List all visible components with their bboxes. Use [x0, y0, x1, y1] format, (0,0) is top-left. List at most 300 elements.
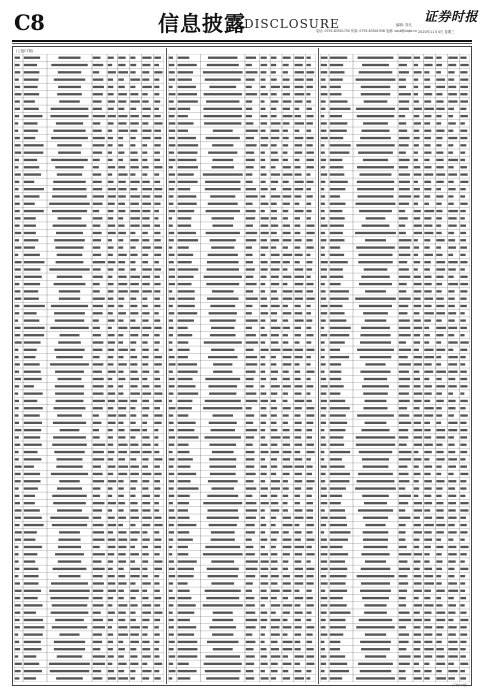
table-cell-text — [178, 363, 197, 365]
table-cell-text — [424, 159, 429, 161]
table-cell-text — [142, 181, 149, 183]
table-cell-text — [283, 633, 288, 635]
table-cell-text — [169, 655, 175, 657]
table-cell-text — [399, 57, 412, 59]
table-cell-text — [154, 283, 160, 285]
table-cell-text — [154, 210, 159, 212]
table-cell-text — [283, 108, 290, 110]
table-cell-text — [24, 334, 44, 336]
table-cell-text — [306, 575, 313, 577]
table-cell-text — [118, 414, 126, 416]
table-cell-text — [169, 115, 175, 117]
table-cell-text — [130, 407, 135, 409]
table-cell-text — [169, 451, 173, 453]
table-cell-text — [118, 122, 126, 124]
table-cell-text — [108, 502, 116, 504]
table-cell-text — [306, 626, 314, 628]
table-cell-text — [436, 568, 442, 570]
table-cell-text — [210, 319, 236, 321]
table-cell-text — [295, 655, 304, 657]
table-cell-text — [295, 188, 304, 190]
table-cell-text — [108, 385, 113, 387]
table-cell-text — [56, 465, 82, 467]
table-cell-text — [460, 327, 467, 329]
table-cell-text — [306, 268, 312, 270]
table-cell-text — [24, 663, 39, 665]
table-cell-text — [399, 539, 406, 541]
table-cell-text — [261, 283, 266, 285]
continued-to-label: (下转C9版) — [452, 683, 468, 687]
table-cell-text — [178, 203, 197, 205]
table-cell-text — [261, 276, 267, 278]
table-cell-text — [24, 210, 44, 212]
table-cell-text — [414, 305, 421, 307]
table-cell-text — [93, 173, 101, 175]
table-cell-text — [24, 64, 37, 66]
table-cell-text — [283, 392, 288, 394]
table-cell-text — [330, 400, 345, 402]
table-cell-text — [424, 524, 434, 526]
table-cell-text — [414, 159, 418, 161]
table-cell-text — [246, 560, 258, 562]
table-cell-text — [460, 144, 466, 146]
table-cell-text — [209, 312, 237, 314]
table-column-1-grid — [14, 54, 164, 682]
table-cell-text — [93, 276, 103, 278]
table-cell-text — [154, 429, 158, 431]
table-cell-text — [205, 188, 241, 190]
table-cell-text — [460, 502, 468, 504]
table-cell-text — [361, 648, 390, 650]
table-cell-text — [330, 509, 345, 511]
table-cell-text — [142, 371, 149, 373]
table-cell-text — [271, 305, 280, 307]
table-cell-text — [24, 400, 37, 402]
table-cell-text — [399, 604, 406, 606]
table-cell-text — [399, 64, 407, 66]
table-cell-text — [59, 480, 79, 482]
table-cell-text — [130, 495, 135, 497]
table-cell-text — [261, 195, 266, 197]
table-cell-text — [246, 582, 253, 584]
table-cell-text — [330, 239, 345, 241]
table-cell-text — [330, 473, 350, 475]
table-cell-text — [261, 356, 266, 358]
table-cell-text — [142, 495, 150, 497]
table-cell-text — [330, 64, 343, 66]
table-cell-text — [399, 568, 410, 570]
table-cell-text — [448, 575, 454, 577]
table-cell-text — [330, 283, 341, 285]
table-cell-text — [330, 115, 342, 117]
table-cell-text — [283, 612, 290, 614]
table-cell-text — [321, 371, 325, 373]
table-cell-text — [424, 246, 429, 248]
table-cell-text — [414, 436, 422, 438]
table-cell-text — [414, 524, 421, 526]
table-cell-text — [261, 188, 268, 190]
table-cell-text — [93, 414, 99, 416]
table-cell-text — [283, 597, 288, 599]
table-cell-text — [295, 407, 302, 409]
table-cell-text — [142, 648, 150, 650]
table-cell-text — [154, 356, 162, 358]
table-cell-text — [271, 356, 276, 358]
table-cell-text — [261, 626, 267, 628]
table-cell-text — [330, 436, 344, 438]
table-cell-text — [24, 93, 39, 95]
table-cell-text — [15, 319, 18, 321]
table-cell-text — [283, 422, 288, 424]
table-cell-text — [142, 210, 150, 212]
table-cell-text — [93, 407, 103, 409]
table-cell-text — [207, 268, 239, 270]
table-cell-text — [24, 546, 42, 548]
table-cell-text — [15, 575, 19, 577]
table-cell-text — [58, 151, 81, 153]
table-cell-text — [321, 151, 325, 153]
table-cell-text — [365, 524, 385, 526]
table-cell-text — [178, 78, 192, 80]
table-cell-text — [24, 225, 36, 227]
table-cell-text — [118, 429, 124, 431]
table-cell-text — [271, 655, 280, 657]
table-cell-text — [93, 261, 105, 263]
table-cell-text — [118, 93, 127, 95]
table-cell-text — [130, 225, 139, 227]
table-cell-text — [142, 400, 149, 402]
table-cell-text — [130, 663, 138, 665]
table-cell-text — [321, 575, 327, 577]
table-cell-text — [283, 495, 288, 497]
table-cell-text — [24, 268, 41, 270]
table-cell-text — [130, 78, 140, 80]
table-cell-text — [154, 137, 161, 139]
table-cell-text — [448, 276, 453, 278]
table-cell-text — [460, 451, 467, 453]
table-cell-text — [169, 100, 174, 102]
table-cell-text — [360, 137, 391, 139]
table-cell-text — [93, 553, 105, 555]
table-cell-text — [15, 239, 19, 241]
table-cell-text — [283, 473, 290, 475]
table-cell-text — [321, 612, 327, 614]
table-cell-text — [49, 590, 90, 592]
table-cell-text — [321, 239, 327, 241]
table-cell-text — [204, 93, 242, 95]
table-cell-text — [414, 604, 422, 606]
table-cell-text — [295, 604, 301, 606]
table-cell-text — [154, 363, 161, 365]
table-cell-text — [178, 451, 190, 453]
table-cell-text — [169, 276, 175, 278]
table-cell-text — [306, 246, 313, 248]
table-cell-text — [93, 480, 104, 482]
table-cell-text — [246, 144, 257, 146]
table-cell-text — [361, 553, 389, 555]
table-cell-text — [15, 473, 21, 475]
table-cell-text — [130, 64, 136, 66]
table-cell-text — [460, 582, 465, 584]
table-cell-text — [306, 407, 314, 409]
table-cell-text — [436, 407, 441, 409]
table-cell-text — [130, 422, 135, 424]
table-cell-text — [295, 159, 300, 161]
table-cell-text — [154, 524, 162, 526]
table-cell-text — [283, 531, 289, 533]
table-cell-text — [93, 487, 101, 489]
table-cell-text — [24, 144, 44, 146]
table-cell-text — [424, 546, 431, 548]
table-cell-text — [424, 151, 431, 153]
table-cell-text — [448, 612, 455, 614]
table-cell-text — [154, 276, 159, 278]
table-cell-text — [203, 108, 242, 110]
table-cell-text — [306, 677, 310, 679]
table-cell-text — [295, 327, 301, 329]
table-cell-text — [356, 246, 395, 248]
table-cell-text — [169, 582, 173, 584]
table-cell-text — [142, 122, 148, 124]
table-cell-text — [448, 188, 455, 190]
table-cell-text — [295, 429, 302, 431]
table-cell-text — [414, 246, 419, 248]
table-cell-text — [330, 327, 351, 329]
table-cell-text — [436, 597, 441, 599]
table-cell-text — [414, 575, 422, 577]
table-cell-text — [108, 298, 114, 300]
table-cell-text — [178, 604, 196, 606]
table-cell-text — [108, 517, 115, 519]
table-cell-text — [93, 341, 104, 343]
table-cell-text — [178, 188, 191, 190]
table-cell-text — [142, 319, 148, 321]
table-cell-text — [330, 546, 343, 548]
table-cell-text — [204, 115, 242, 117]
table-cell-text — [50, 670, 89, 672]
table-cell-text — [295, 677, 304, 679]
table-cell-text — [306, 349, 314, 351]
table-cell-text — [424, 670, 431, 672]
table-cell-text — [58, 217, 82, 219]
table-cell-text — [283, 305, 288, 307]
table-cell-text — [399, 553, 412, 555]
table-cell-text — [283, 78, 290, 80]
table-cell-text — [283, 517, 291, 519]
table-cell-text — [24, 422, 42, 424]
table-cell-text — [108, 568, 113, 570]
table-cell-text — [206, 283, 239, 285]
table-cell-text — [178, 597, 192, 599]
table-cell-text — [93, 641, 102, 643]
table-cell-text — [306, 502, 313, 504]
table-cell-text — [24, 130, 38, 132]
table-cell-text — [246, 290, 253, 292]
table-cell-text — [108, 246, 114, 248]
table-cell-text — [436, 575, 441, 577]
table-cell-text — [460, 130, 467, 132]
table-cell-text — [57, 144, 82, 146]
table-cell-text — [271, 93, 277, 95]
table-cell-text — [118, 670, 124, 672]
table-cell-text — [424, 590, 431, 592]
table-cell-text — [295, 78, 304, 80]
table-cell-text — [24, 414, 40, 416]
table-cell-text — [93, 597, 103, 599]
table-cell-text — [93, 560, 102, 562]
table-cell-text — [246, 517, 256, 519]
table-cell-text — [295, 487, 302, 489]
table-cell-text — [414, 363, 422, 365]
table-cell-text — [59, 100, 80, 102]
table-cell-text — [361, 86, 390, 88]
table-cell-text — [448, 356, 458, 358]
table-cell-text — [15, 582, 20, 584]
table-cell-text — [283, 232, 291, 234]
table-cell-text — [359, 305, 392, 307]
table-cell-text — [424, 641, 432, 643]
table-cell-text — [142, 568, 147, 570]
table-cell-text — [93, 122, 100, 124]
table-cell-text — [118, 422, 123, 424]
table-cell-text — [142, 195, 150, 197]
table-cell-text — [24, 407, 43, 409]
table-cell-text — [365, 560, 386, 562]
table-cell-text — [169, 173, 175, 175]
table-cell-text — [436, 502, 443, 504]
table-cell-text — [261, 458, 265, 460]
table-cell-text — [436, 371, 446, 373]
table-cell-text — [118, 130, 128, 132]
table-cell-text — [24, 502, 35, 504]
table-cell-text — [142, 151, 147, 153]
table-cell-text — [283, 568, 288, 570]
table-cell-text — [58, 71, 81, 73]
table-cell-text — [15, 130, 18, 132]
table-cell-text — [15, 641, 19, 643]
table-cell-text — [295, 100, 303, 102]
table-cell-text — [271, 188, 276, 190]
table-cell-text — [108, 290, 114, 292]
table-cell-text — [448, 108, 454, 110]
table-cell-text — [142, 341, 147, 343]
table-cell-text — [56, 356, 83, 358]
table-cell-text — [118, 495, 124, 497]
table-cell-text — [414, 633, 421, 635]
table-cell-text — [212, 619, 233, 621]
table-cell-text — [154, 57, 161, 59]
table-cell-text — [59, 531, 80, 533]
table-cell-text — [295, 57, 304, 59]
table-cell-text — [178, 509, 188, 511]
table-cell-text — [424, 392, 431, 394]
table-cell-text — [142, 385, 149, 387]
table-cell-text — [306, 195, 312, 197]
table-cell-text — [460, 115, 468, 117]
table-cell-text — [436, 246, 441, 248]
table-cell-text — [169, 195, 174, 197]
table-cell-text — [130, 144, 135, 146]
table-cell-text — [49, 268, 89, 270]
table-cell-text — [306, 151, 314, 153]
table-cell-text — [93, 57, 101, 59]
table-cell-text — [142, 166, 148, 168]
table-cell-text — [330, 166, 344, 168]
table-cell-text — [295, 246, 301, 248]
table-cell-text — [321, 444, 326, 446]
table-cell-text — [399, 400, 410, 402]
table-cell-text — [118, 553, 125, 555]
table-cell-text — [142, 334, 149, 336]
table-cell-text — [206, 677, 239, 679]
table-cell-text — [399, 283, 407, 285]
table-cell-text — [178, 546, 188, 548]
table-cell-text — [15, 436, 19, 438]
table-cell-text — [306, 144, 312, 146]
table-cell-text — [130, 93, 138, 95]
table-cell-text — [261, 225, 269, 227]
table-cell-text — [271, 582, 278, 584]
table-cell-text — [460, 604, 464, 606]
table-cell-text — [399, 93, 411, 95]
table-cell-text — [460, 568, 468, 570]
table-cell-text — [154, 334, 159, 336]
table-cell-text — [24, 115, 43, 117]
table-cell-text — [261, 473, 267, 475]
table-cell-text — [15, 298, 22, 300]
table-cell-text — [283, 181, 289, 183]
table-cell-text — [246, 349, 254, 351]
table-cell-text — [142, 298, 147, 300]
table-cell-text — [330, 71, 345, 73]
table-cell-text — [118, 246, 123, 248]
table-cell-text — [93, 217, 103, 219]
table-cell-text — [108, 444, 113, 446]
table-cell-text — [424, 539, 432, 541]
table-cell-text — [306, 298, 314, 300]
table-cell-text — [178, 436, 199, 438]
table-cell-text — [210, 239, 236, 241]
table-cell-text — [295, 612, 303, 614]
table-cell-text — [436, 539, 441, 541]
table-cell-text — [306, 619, 311, 621]
table-cell-text — [321, 495, 327, 497]
table-cell-text — [283, 173, 293, 175]
table-cell-text — [59, 298, 80, 300]
table-cell-text — [330, 100, 348, 102]
table-cell-text — [460, 246, 467, 248]
table-cell-text — [93, 363, 104, 365]
table-cell-text — [424, 115, 431, 117]
table-cell-text — [261, 560, 269, 562]
table-cell-text — [246, 356, 257, 358]
table-cell-text — [271, 626, 280, 628]
table-cell-text — [399, 465, 408, 467]
table-cell-text — [330, 78, 343, 80]
table-cell-text — [93, 100, 102, 102]
table-cell-text — [169, 619, 174, 621]
table-cell-text — [51, 305, 88, 307]
table-cell-text — [169, 531, 174, 533]
table-cell-text — [424, 582, 434, 584]
table-cell-text — [15, 648, 20, 650]
table-cell-text — [414, 78, 418, 80]
table-cell-text — [414, 356, 422, 358]
table-cell-text — [169, 137, 175, 139]
table-cell-text — [130, 575, 139, 577]
table-cell-text — [154, 195, 162, 197]
table-cell-text — [142, 392, 151, 394]
